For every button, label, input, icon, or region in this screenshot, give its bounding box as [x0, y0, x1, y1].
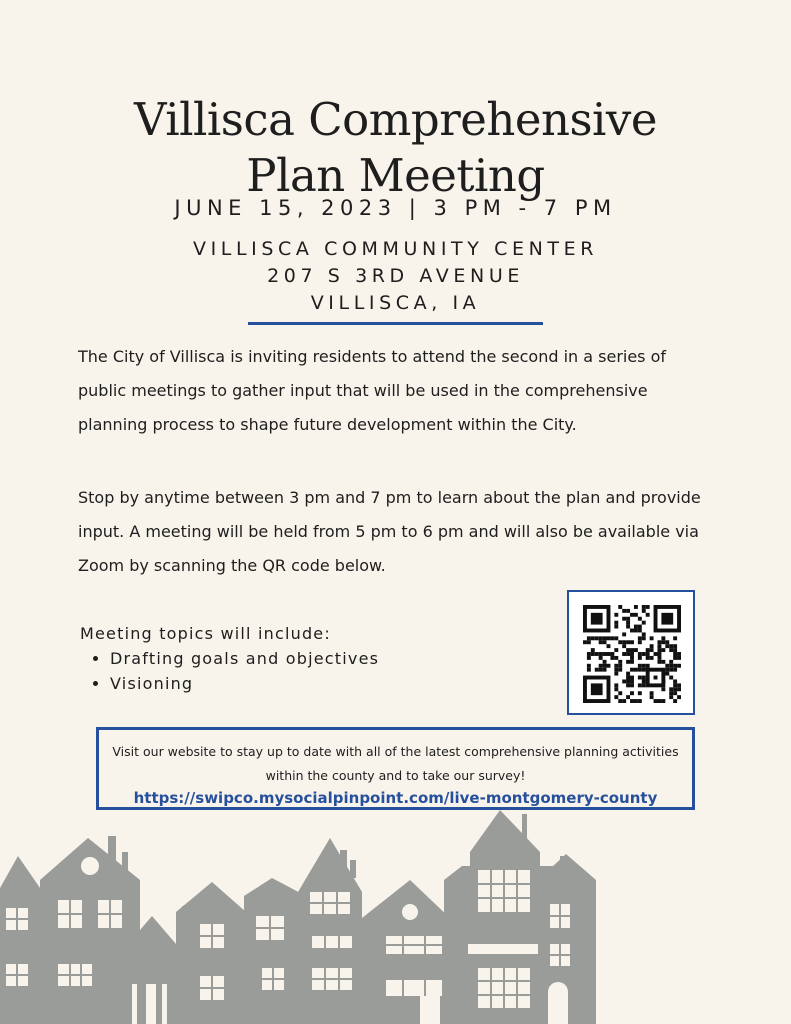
details-paragraph: Stop by anytime between 3 pm and 7 pm to learn about the plan and provide input. A meeting will be held from 5 pm to 6 pm and will also be available via Zoom by scanning the QR code below. [78, 488, 701, 575]
event-venue [0, 236, 791, 317]
divider-rule [248, 322, 543, 325]
meeting-topics [80, 621, 379, 696]
title-line-1: Villisca Comprehensive [134, 93, 657, 147]
venue-city: VILLISCA, IA [310, 292, 481, 314]
event-date-time: JUNE 15, 2023 | 3 PM - 7 PM [174, 196, 617, 220]
intro-paragraph: The City of Villisca is inviting residents to attend the second in a series of public meetings to gather input that will be used in the comprehensive planning process to shape future development within the City. [78, 347, 667, 434]
page-title [0, 92, 791, 204]
town-skyline-illustration [0, 808, 791, 1024]
venue-address: 207 S 3RD AVENUE [267, 265, 524, 287]
website-info-box [96, 727, 695, 810]
website-message: Visit our website to stay up to date with all of the latest comprehensive planning activities within the county and to take our survey! [112, 744, 679, 783]
zoom-qr-code[interactable] [567, 590, 695, 715]
topic-item: • Visioning [110, 671, 379, 696]
venue-name: VILLISCA COMMUNITY CENTER [192, 238, 599, 260]
title-line-2: Plan Meeting [246, 149, 545, 203]
topics-heading: Meeting topics will include: [80, 624, 331, 643]
qr-code-icon [583, 605, 681, 703]
topics-list [80, 646, 379, 696]
survey-website-link[interactable]: https://swipco.mysocialpinpoint.com/live-montgomery-county [133, 789, 658, 807]
topic-item: • Drafting goals and objectives [110, 646, 379, 671]
